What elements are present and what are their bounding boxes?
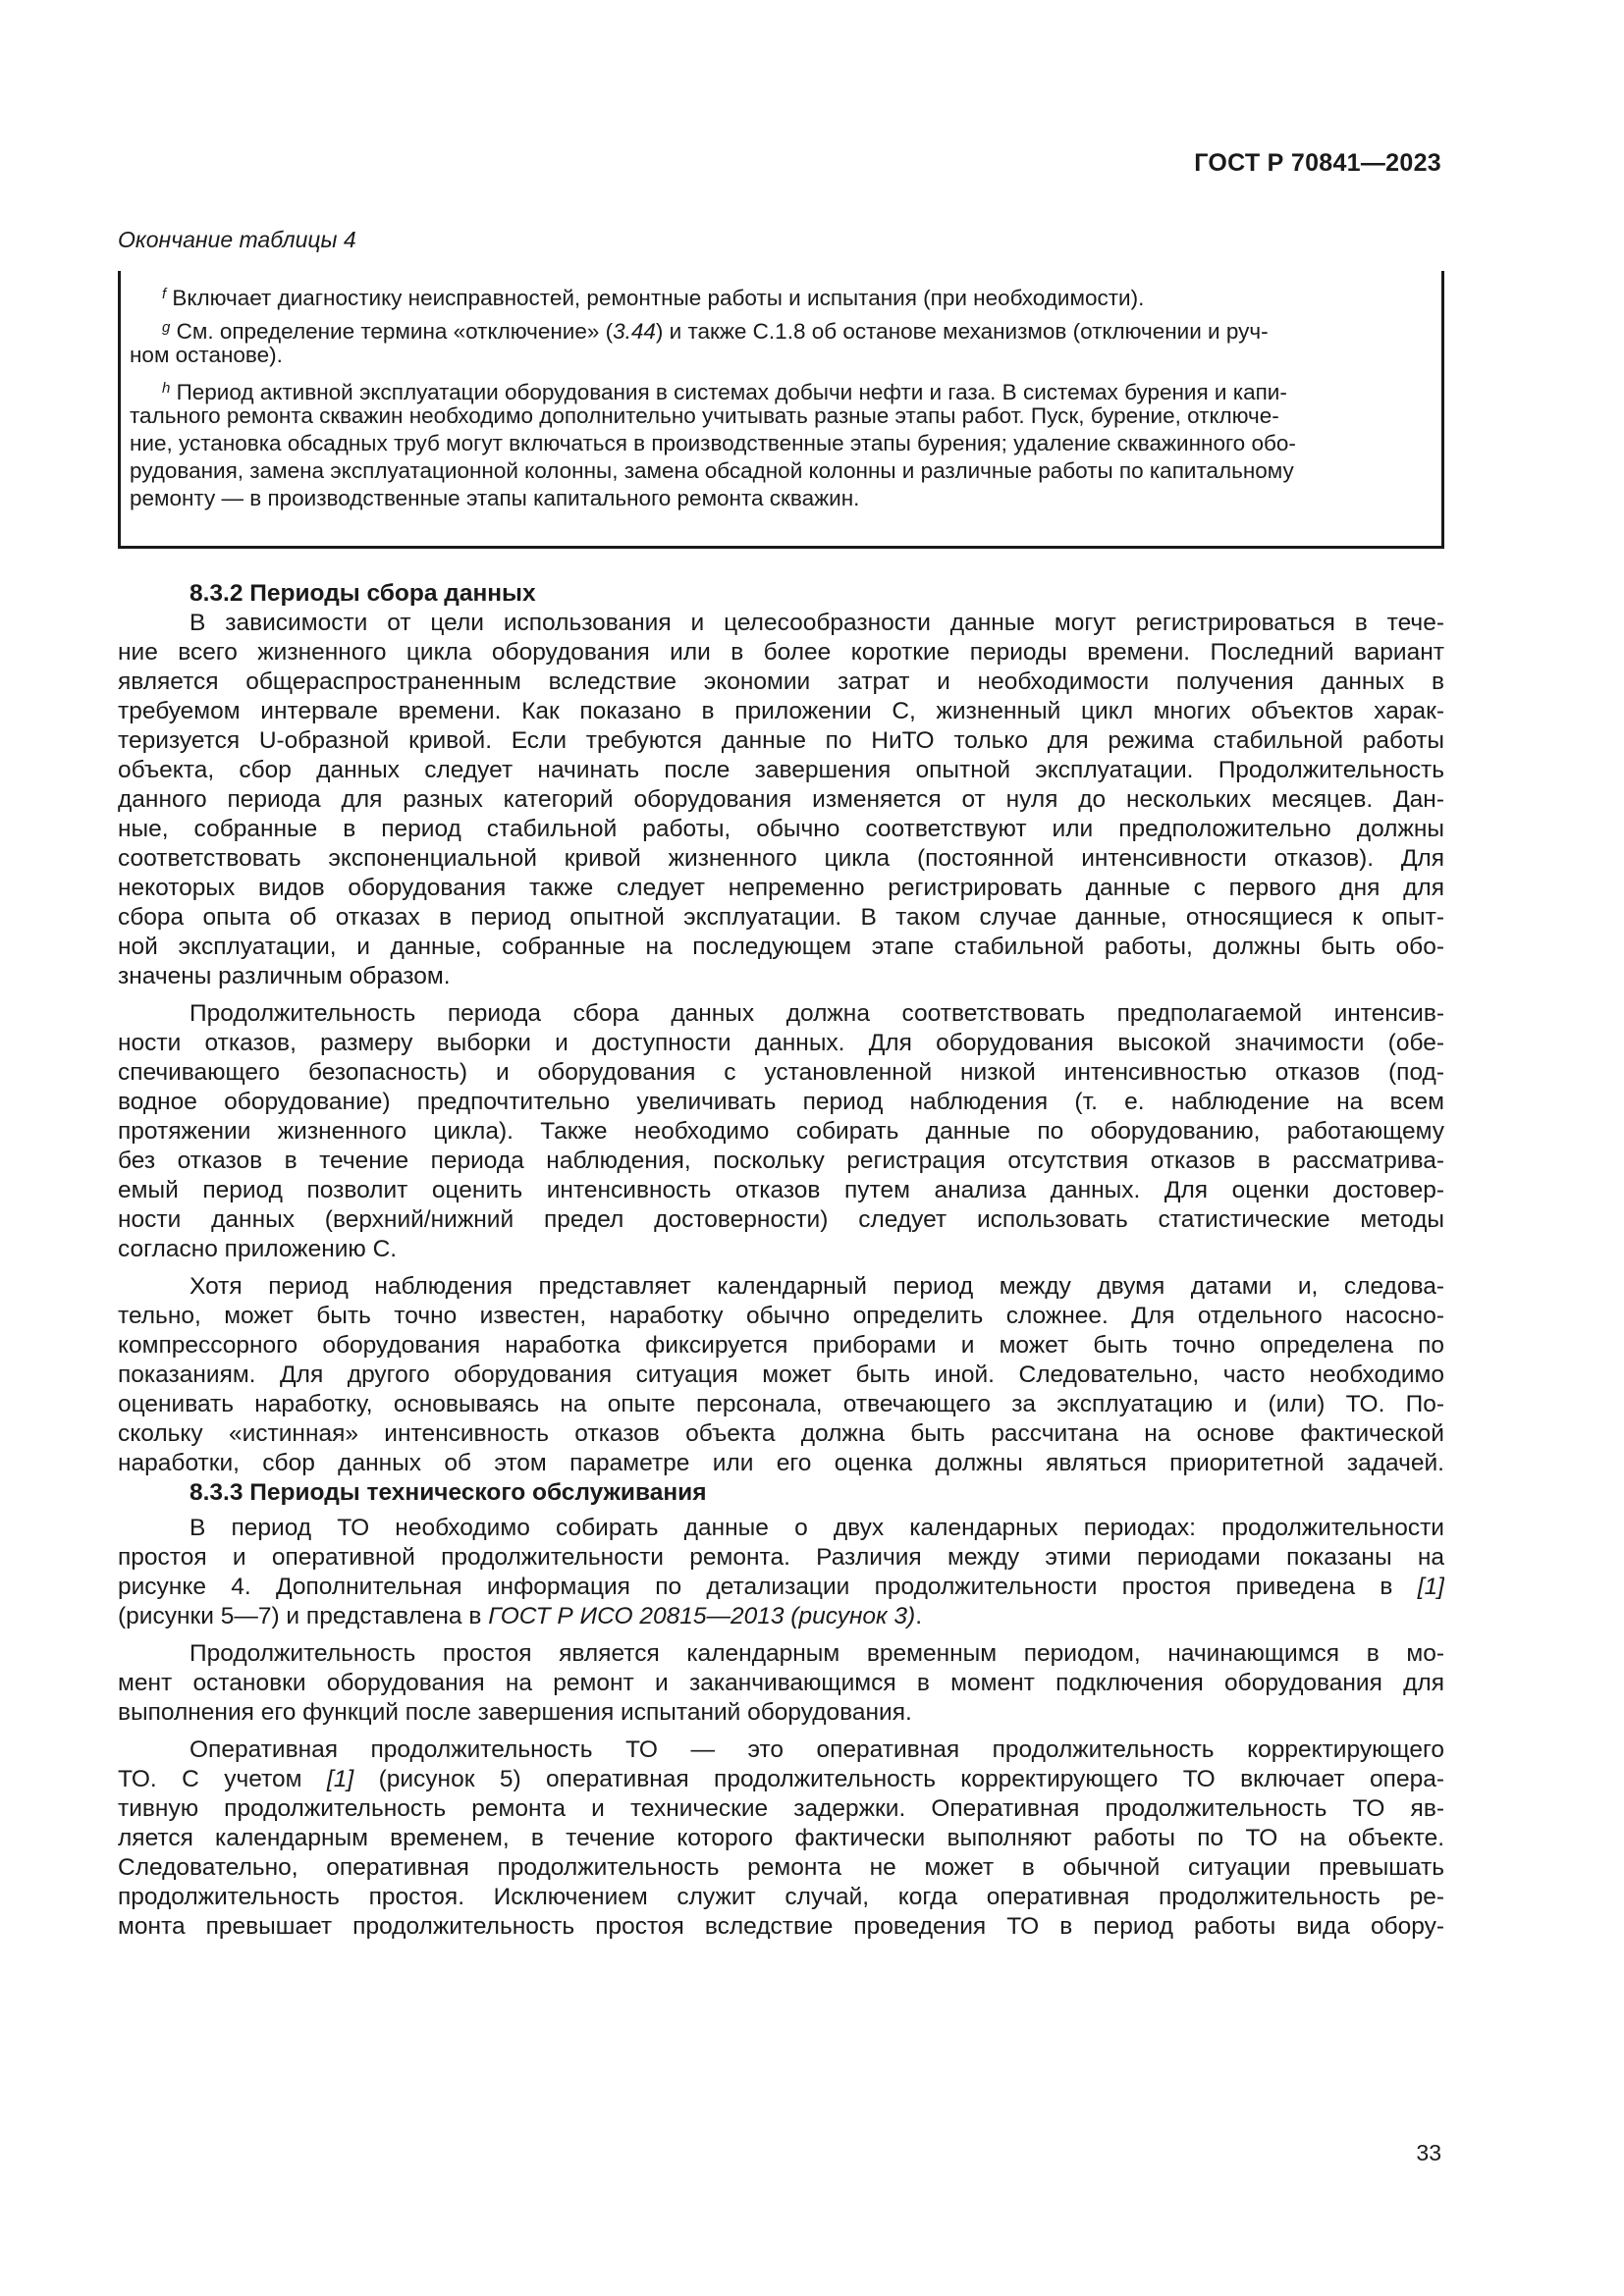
- paragraph-line: является общераспространенным вследствие экономии затрат и необходимости получения данных в: [118, 668, 1444, 695]
- paragraph-text: (рисунки 5—7) и представлена в: [118, 1603, 489, 1629]
- term-reference: 3.44: [613, 319, 656, 344]
- footnote-h-cont: ние, установка обсадных труб могут включаться в производственные этапы бурения; удаление скважинного обо-: [130, 431, 1296, 455]
- footnote-text: Период активной эксплуатации оборудования в системах добычи нефти и газа. В системах бурения и капи-: [170, 380, 1287, 404]
- paragraph-line: выполнения его функций после завершения испытаний оборудования.: [118, 1699, 912, 1726]
- paragraph-line: оценивать наработку, основываясь на опыте персонала, отвечающего за эксплуатацию и (или) ТО. По-: [118, 1391, 1444, 1417]
- paragraph-line: [118, 1765, 1444, 1794]
- footnote-g-cont: ном останове).: [130, 343, 283, 367]
- page-number: 33: [1416, 2140, 1441, 2165]
- footnote-h-cont: рудования, замена эксплуатационной колонны, замена обсадной колонны и различные работы по капитальному: [130, 458, 1294, 483]
- paragraph-line: теризуется U-образной кривой. Если требуются данные по НиТО только для режима стабильной работы: [118, 727, 1444, 754]
- bibliography-reference: [1]: [326, 1766, 354, 1792]
- paragraph-line: тивную продолжительность ремонта и технические задержки. Оперативная продолжительность ТО яв-: [118, 1795, 1444, 1822]
- footnote-f: [162, 281, 1144, 312]
- paragraph-line: соответствовать экспоненциальной кривой жизненного цикла (постоянной интенсивности отказов). Для: [118, 845, 1444, 872]
- paragraph-line: компрессорного оборудования наработка фиксируется приборами и может быть точно определена по: [118, 1332, 1444, 1359]
- standard-code: ГОСТ Р 70841—2023: [1194, 149, 1441, 177]
- paragraph-line: протяжении жизненного цикла). Также необходимо собирать данные по оборудованию, работающему: [118, 1118, 1444, 1145]
- paragraph-line: водное оборудование) предпочтительно увеличивать период наблюдения (т. е. наблюдение на всем: [118, 1089, 1444, 1115]
- footnote-text: ) и также С.1.8 об останове механизмов (отключении и руч-: [655, 319, 1269, 344]
- footnote-h-cont: тального ремонта скважин необходимо дополнительно учитывать разные этапы работ. Пуск, бурение, отключе-: [130, 403, 1279, 428]
- footnote-mark: f: [162, 286, 167, 302]
- paragraph-text: ТО. С учетом: [118, 1766, 327, 1792]
- paragraph-line: наработки, сбор данных об этом параметре или его оценка должны являться приоритетной задачей.: [118, 1450, 1444, 1476]
- footnote-h-cont: ремонту — в производственные этапы капитального ремонта скважин.: [130, 486, 860, 510]
- paragraph-line: Хотя период наблюдения представляет календарный период между двумя датами и, следова-: [189, 1273, 1444, 1300]
- footnote-mark: h: [162, 380, 171, 397]
- paragraph-line: ности данных (верхний/нижний предел достоверности) следует использовать статистические методы: [118, 1206, 1444, 1233]
- paragraph-line: значены различным образом.: [118, 963, 451, 989]
- paragraph-line: ние всего жизненного цикла оборудования или в более короткие периоды времени. Последний вариант: [118, 639, 1444, 666]
- section-heading-8-3-3: 8.3.3 Периоды технического обслуживания: [189, 1479, 707, 1506]
- paragraph-line: согласно приложению С.: [118, 1236, 398, 1262]
- bibliography-reference: [1]: [1417, 1574, 1444, 1600]
- paragraph-line: данного периода для разных категорий оборудования изменяется от нуля до нескольких месяцев. Дан-: [118, 786, 1444, 813]
- footnote-mark: g: [162, 319, 171, 336]
- paragraph-line: монта превышает продолжительность простоя вследствие проведения ТО в период работы вида обору-: [118, 1913, 1444, 1940]
- paragraph-line: продолжительность простоя. Исключением служит случай, когда оперативная продолжительность ре-: [118, 1884, 1444, 1910]
- paragraph-line: некоторых видов оборудования также следует непременно регистрировать данные с первого дня для: [118, 875, 1444, 901]
- paragraph-line: Продолжительность простоя является календарным временным периодом, начинающимся в мо-: [189, 1640, 1444, 1667]
- paragraph-line: ные, собранные в период стабильной работы, обычно соответствуют или предположительно должны: [118, 816, 1444, 842]
- paragraph-line: простоя и оперативной продолжительности ремонта. Различия между этими периодами показаны на: [118, 1544, 1444, 1571]
- paragraph-line: тельно, может быть точно известен, наработку обычно определить сложнее. Для отдельного насосно-: [118, 1303, 1444, 1329]
- paragraph-line: В период ТО необходимо собирать данные о двух календарных периодах: продолжительности: [189, 1515, 1444, 1541]
- standard-reference: ГОСТ Р ИСО 20815—2013 (рисунок 3): [488, 1603, 916, 1629]
- footnote-text: См. определение термина «отключение» (: [170, 319, 614, 344]
- paragraph-line: ной эксплуатации, и данные, собранные на последующем этапе стабильной работы, должны быть обо-: [118, 934, 1444, 960]
- paragraph-line: [118, 1573, 1444, 1602]
- paragraph-line: требуемом интервале времени. Как показано в приложении С, жизненный цикл многих объектов харак-: [118, 698, 1444, 724]
- paragraph-line: Следовательно, оперативная продолжительность ремонта не может в обычной ситуации превышать: [118, 1854, 1444, 1881]
- table-footnotes-box: [118, 271, 1444, 549]
- paragraph-line: без отказов в течение периода наблюдения, поскольку регистрация отсутствия отказов в рассматрива-: [118, 1148, 1444, 1174]
- paragraph-line: Оперативная продолжительность ТО — это оперативная продолжительность корректирующего: [189, 1736, 1444, 1763]
- paragraph-line: ности отказов, размеру выборки и доступности данных. Для оборудования высокой значимости (обе-: [118, 1030, 1444, 1056]
- table-continuation-caption: Окончание таблицы 4: [118, 227, 356, 252]
- paragraph-line: спечивающего безопасность) и оборудования с установленной низкой интенсивностью отказов (под-: [118, 1059, 1444, 1086]
- paragraph-line: [118, 1602, 1444, 1631]
- paragraph-line: объекта, сбор данных следует начинать после завершения опытной эксплуатации. Продолжительность: [118, 757, 1444, 783]
- footnote-g: [162, 314, 1269, 346]
- paragraph-text: .: [915, 1603, 923, 1629]
- paragraph-line: ляется календарным временем, в течение которого фактически выполняют работы по ТО на объекте.: [118, 1825, 1444, 1851]
- paragraph-line: Продолжительность периода сбора данных должна соответствовать предполагаемой интенсив-: [189, 1000, 1444, 1027]
- paragraph-text: (рисунок 5) оперативная продолжительность корректирующего ТО включает опера-: [353, 1766, 1444, 1792]
- paragraph-line: показаниям. Для другого оборудования ситуация может быть иной. Следовательно, часто необходимо: [118, 1362, 1444, 1388]
- paragraph-line: В зависимости от цели использования и целесообразности данные могут регистрироваться в тече-: [189, 610, 1444, 636]
- paragraph-line: емый период позволит оценить интенсивность отказов путем анализа данных. Для оценки достовер-: [118, 1177, 1444, 1203]
- paragraph-line: сбора опыта об отказах в период опытной эксплуатации. В таком случае данные, относящиеся к опыт-: [118, 904, 1444, 931]
- section-heading-8-3-2: 8.3.2 Периоды сбора данных: [189, 580, 536, 607]
- paragraph-line: скольку «истинная» интенсивность отказов объекта должна быть рассчитана на основе фактической: [118, 1420, 1444, 1447]
- footnote-text: Включает диагностику неисправностей, ремонтные работы и испытания (при необходимости).: [166, 286, 1145, 310]
- paragraph-line: мент остановки оборудования на ремонт и заканчивающимся в момент подключения оборудования для: [118, 1670, 1444, 1696]
- paragraph-text: рисунке 4. Дополнительная информация по детализации продолжительности простоя приведена в: [118, 1574, 1418, 1600]
